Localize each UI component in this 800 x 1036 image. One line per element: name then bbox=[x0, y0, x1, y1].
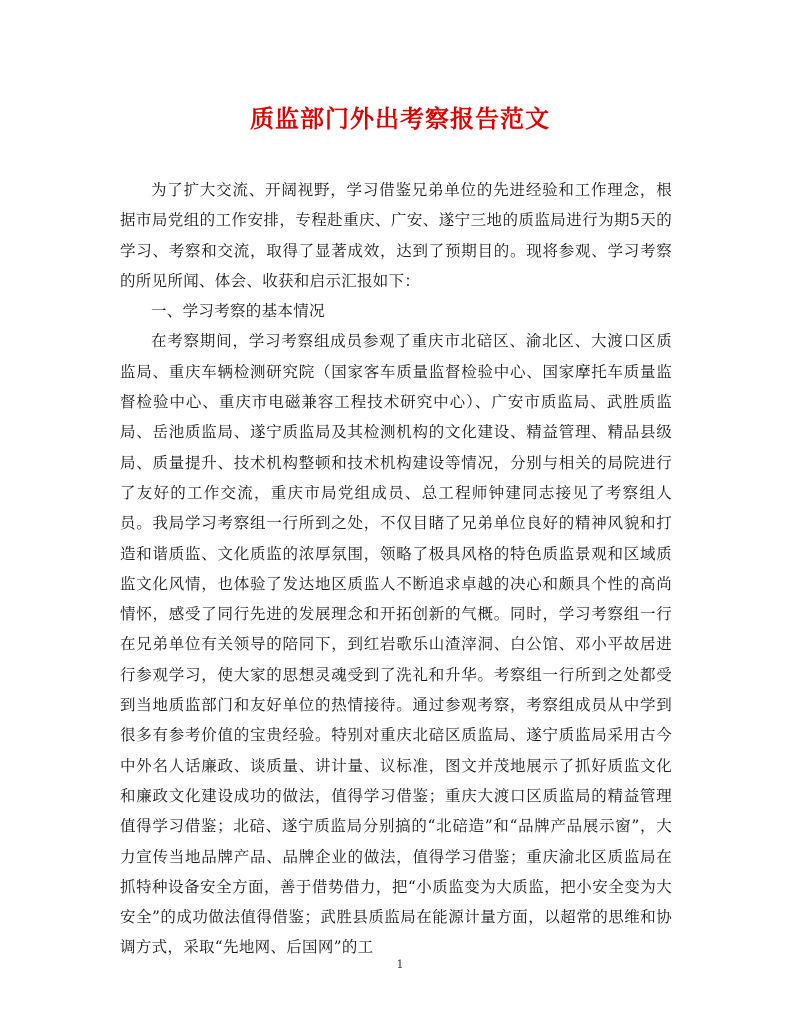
body-paragraph: 在考察期间，学习考察组成员参观了重庆市北碚区、渝北区、大渡口区质监局、重庆车辆检测研究院（国家客车质量监督检验中心、国家摩托车质量监督检验中心、重庆市电磁兼容工程技术研究中心）、广安市质监局、武胜质监局、岳池质监局、遂宁质监局及其检测机构的文化建设、精益管理、精品县级局、质量提升、技术机构整顿和技术机构建设等情况，分别与相关的局院进行了友好的工作交流，重庆市局党组成员、总工程师钟建同志接见了考察组人员。我局学习考察组一行所到之处，不仅目睹了兄弟单位良好的精神风貌和打造和谐质监、文化质监的浓厚氛围，领略了极具风格的特色质监景观和区域质监文化风情，也体验了发达地区质监人不断追求卓越的决心和颇具个性的高尚情怀，感受了同行先进的发展理念和开拓创新的气概。同时，学习考察组一行在兄弟单位有关领导的陪同下，到红岩歌乐山渣滓洞、白公馆、邓小平故居进行参观学习，使大家的思想灵魂受到了洗礼和升华。考察组一行所到之处都受到当地质监部门和友好单位的热情接待。通过参观考察，考察组成员从中学到很多有参考价值的宝贵经验。特别对重庆北碚区质监局、遂宁质监局采用古今中外名人话廉政、谈质量、讲计量、议标准，图文并茂地展示了抓好质监文化和廉政文化建设成功的做法，值得学习借鉴；重庆大渡口区质监局的精益管理值得学习借鉴；北碚、遂宁质监局分别搞的“北碚造”和“品牌产品展示窗”，大力宣传当地品牌产品、品牌企业的做法，值得学习借鉴；重庆渝北区质监局在抓特种设备安全方面，善于借势借力，把“小质监变为大质监，把小安全变为大安全”的成功做法值得借鉴；武胜县质监局在能源计量方面，以超常的思维和协调方式，采取“先地网、后国网”的工 bbox=[120, 332, 672, 957]
intro-paragraph: 为了扩大交流、开阔视野，学习借鉴兄弟单位的先进经验和工作理念，根据市局党组的工作安排，专程赴重庆、广安、遂宁三地的质监局进行为期5天的学习、考察和交流，取得了显著成效，达到了预期目的。现将参观、学习考察的所见所闻、体会、收获和启示汇报如下： bbox=[120, 181, 672, 290]
document-body bbox=[120, 175, 672, 963]
page-number: 1 bbox=[396, 958, 404, 971]
document-title: 质监部门外出考察报告范文 bbox=[250, 104, 550, 133]
section-heading: 一、学习考察的基本情况 bbox=[151, 302, 325, 321]
